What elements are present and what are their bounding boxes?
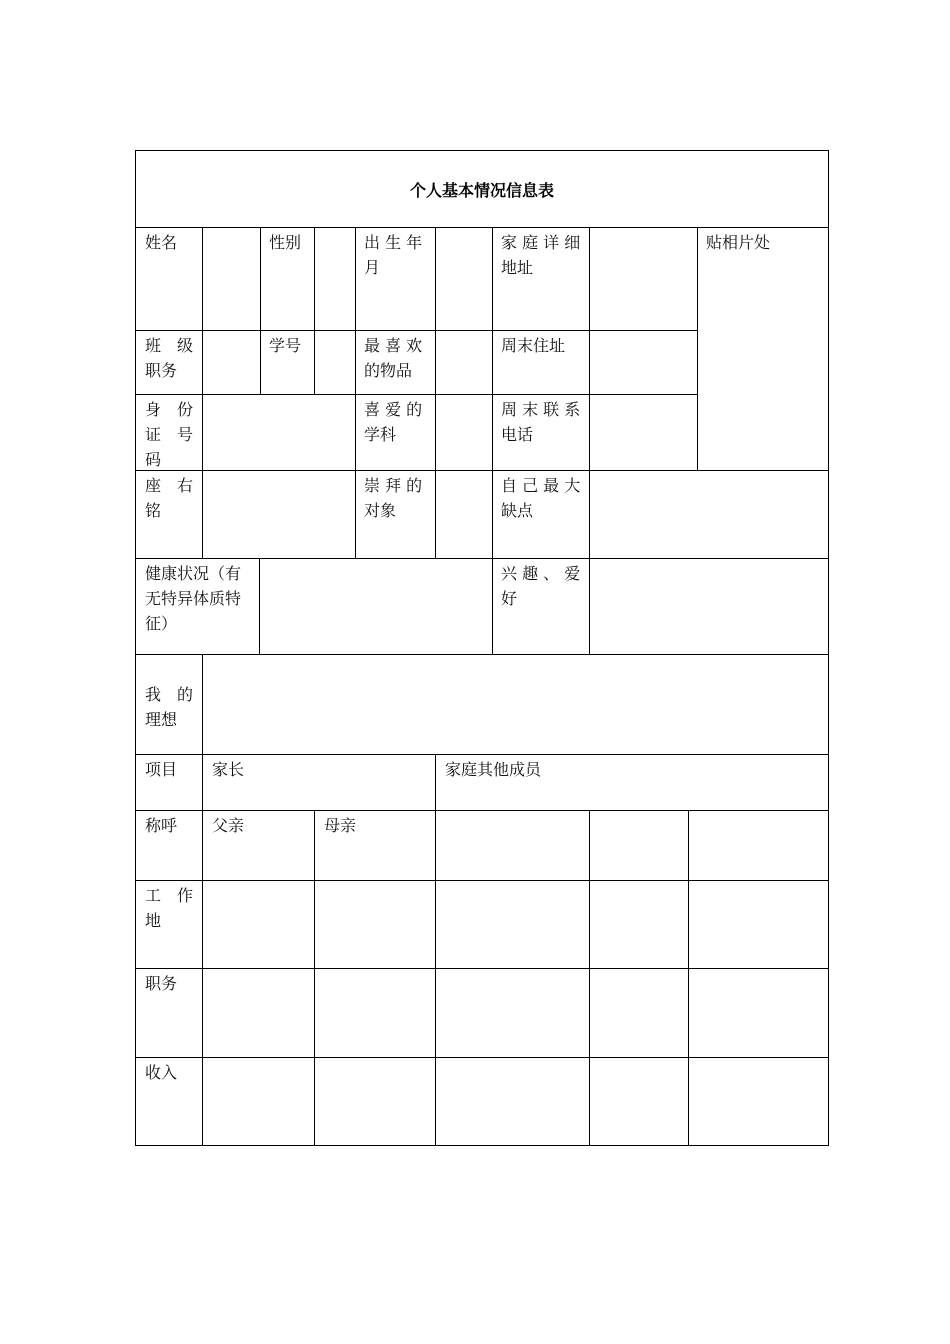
table-border-top: [135, 150, 829, 151]
label-income: 收入: [145, 1063, 178, 1082]
grid-line: [135, 1057, 829, 1058]
grid-line: [435, 754, 436, 1145]
label-father: 父亲: [212, 816, 245, 835]
table-border-left: [135, 150, 136, 1146]
label-workplace: 工 作 地: [145, 886, 194, 930]
label-id-number: 身 份 证 号 码: [145, 400, 194, 469]
grid-line: [135, 968, 829, 969]
grid-line: [135, 470, 829, 471]
label-gender: 性别: [269, 233, 302, 252]
grid-line: [435, 227, 436, 558]
label-home-address: 家 庭 详 细 地址: [501, 233, 581, 277]
grid-line: [202, 227, 203, 558]
grid-line: [135, 880, 829, 881]
grid-line: [135, 654, 829, 655]
table-border-right: [828, 150, 829, 1146]
grid-line: [589, 227, 590, 654]
label-birth: 出 生 年 月: [364, 233, 423, 277]
grid-line: [314, 810, 315, 1145]
label-biggest-flaw: 自 己 最 大 缺点: [501, 476, 581, 520]
label-mother: 母亲: [324, 816, 357, 835]
grid-line: [135, 810, 829, 811]
label-student-id: 学号: [269, 336, 302, 355]
grid-line: [492, 227, 493, 654]
label-motto: 座 右 铭: [145, 476, 194, 520]
label-favorite-subject: 喜 爱 的 学科: [364, 400, 423, 444]
label-name: 姓名: [145, 233, 178, 252]
grid-line: [202, 654, 203, 1145]
grid-line: [589, 810, 590, 1145]
form-title: 个人基本情况信息表: [409, 180, 554, 200]
grid-line: [135, 227, 829, 228]
label-hobbies: 兴 趣 、 爱 好: [501, 564, 581, 608]
label-parents: 家长: [212, 760, 245, 779]
label-favorite-item: 最 喜 欢 的物品: [364, 336, 423, 380]
label-item: 项目: [145, 760, 178, 779]
label-photo: 贴相片处: [706, 233, 771, 252]
table-border-bottom: [135, 1145, 829, 1146]
label-weekend-address: 周末住址: [501, 336, 566, 355]
grid-line: [314, 227, 315, 394]
label-position: 职务: [145, 974, 178, 993]
grid-line: [260, 227, 261, 394]
label-health: 健康状况（有 无特异体质特 征）: [145, 564, 242, 633]
grid-line: [135, 394, 698, 395]
label-ideal: 我 的 理想: [145, 685, 194, 729]
grid-line: [355, 227, 356, 558]
grid-line: [697, 227, 698, 470]
grid-line: [135, 330, 698, 331]
grid-line: [688, 810, 689, 1145]
label-relation: 称呼: [145, 816, 178, 835]
label-class-position: 班 级 职务: [145, 336, 194, 380]
label-weekend-phone: 周 末 联 系 电话: [501, 400, 581, 444]
label-idol: 崇 拜 的 对象: [364, 476, 423, 520]
grid-line: [259, 558, 260, 654]
grid-line: [135, 558, 829, 559]
grid-line: [135, 754, 829, 755]
label-other-members: 家庭其他成员: [445, 760, 542, 779]
